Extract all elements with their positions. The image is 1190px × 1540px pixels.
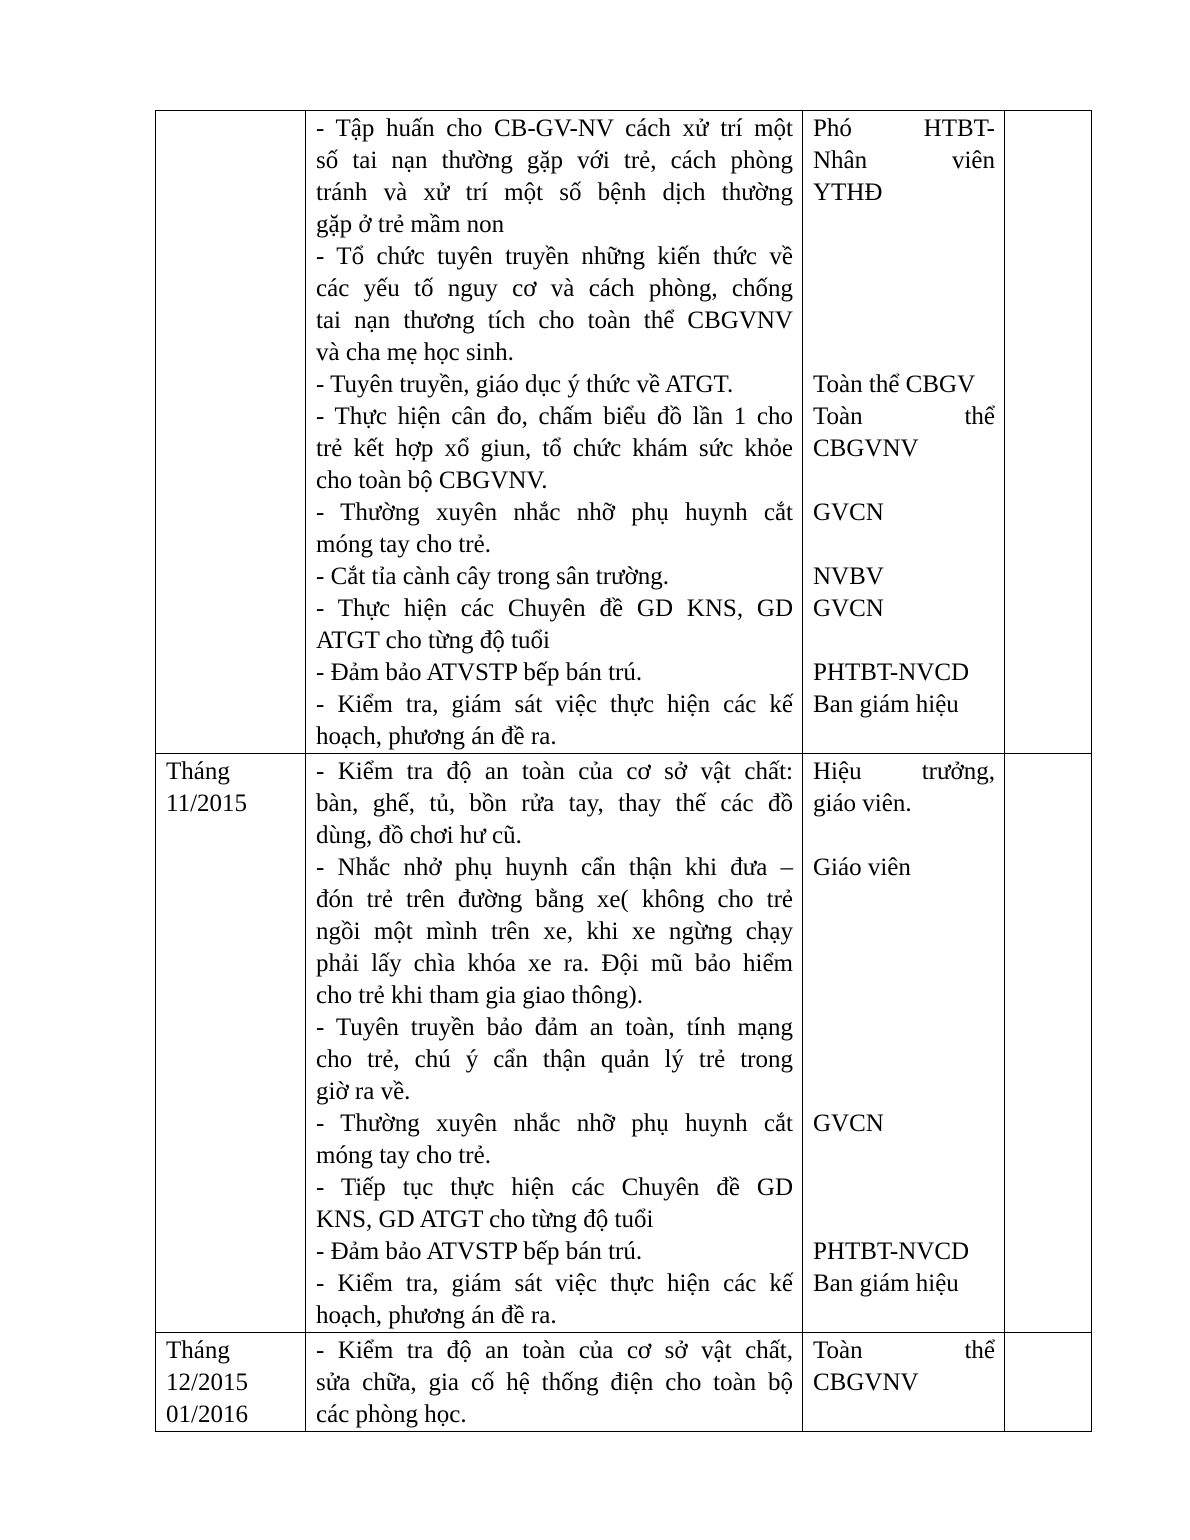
month-label: Tháng bbox=[166, 1337, 230, 1364]
activity-line: - Thực hiện các Chuyên đề GD KNS, GD bbox=[316, 595, 793, 622]
activity-line: - Thường xuyên nhắc nhỡ phụ huynh cắt bbox=[316, 499, 793, 526]
activity-line: - Đảm bảo ATVSTP bếp bán trú. bbox=[316, 659, 643, 686]
note-cell bbox=[1005, 754, 1092, 1333]
month-label: Tháng bbox=[166, 758, 230, 785]
note-cell bbox=[1005, 1333, 1092, 1432]
activity-line: - Nhắc nhở phụ huynh cẩn thận khi đưa – bbox=[316, 854, 793, 881]
activity-line: ATGT cho từng độ tuổi bbox=[316, 627, 550, 654]
activity-line: các yếu tố nguy cơ và cách phòng, chống bbox=[316, 275, 793, 302]
month-label: 01/2016 bbox=[166, 1401, 248, 1428]
activity-line: - Thường xuyên nhắc nhỡ phụ huynh cắt bbox=[316, 1110, 793, 1137]
table-row bbox=[156, 111, 1092, 754]
responsible-line: Hiệu trưởng, bbox=[813, 758, 995, 785]
spacer bbox=[813, 884, 995, 1108]
activity-plan-body bbox=[156, 111, 1092, 1432]
responsible-line: Giáo viên bbox=[813, 854, 911, 881]
activity-line: hoạch, phương án đề ra. bbox=[316, 1302, 557, 1329]
activity-line: phải lấy chìa khóa xe ra. Đội mũ bảo hiểm bbox=[316, 950, 793, 977]
month-cell bbox=[156, 754, 306, 1333]
responsible-line: CBGVNV bbox=[813, 1369, 919, 1396]
activity-line: tránh và xử trí một số bệnh dịch thường bbox=[316, 179, 793, 206]
responsible-line: giáo viên. bbox=[813, 790, 912, 817]
responsible-line: GVCN bbox=[813, 499, 884, 526]
month-cell bbox=[156, 111, 306, 754]
responsible-line: Toàn thể bbox=[813, 403, 995, 430]
activity-line: các phòng học. bbox=[316, 1401, 467, 1428]
spacer bbox=[813, 820, 995, 852]
activity-line: sửa chữa, gia cố hệ thống điện cho toàn bộ bbox=[316, 1369, 793, 1396]
responsible-line: Phó HTBT- bbox=[813, 115, 995, 142]
table-row bbox=[156, 754, 1092, 1333]
activity-line: bàn, ghế, tủ, bồn rửa tay, thay thế các đồ bbox=[316, 790, 793, 817]
responsible-line: NVBV bbox=[813, 563, 884, 590]
activity-line: - Tập huấn cho CB-GV-NV cách xử trí một bbox=[316, 115, 793, 142]
month-cell bbox=[156, 1333, 306, 1432]
activity-line: - Tuyên truyền, giáo dục ý thức về ATGT. bbox=[316, 371, 734, 398]
table-row bbox=[156, 1333, 1092, 1432]
activity-line: - Kiểm tra, giám sát việc thực hiện các kế bbox=[316, 1270, 793, 1297]
activity-line: đón trẻ trên đường bằng xe( không cho trẻ bbox=[316, 886, 793, 913]
activity-line: - Thực hiện cân đo, chấm biểu đồ lần 1 cho bbox=[316, 403, 793, 430]
activities-cell bbox=[306, 111, 803, 754]
responsible-line: Ban giám hiệu bbox=[813, 1270, 959, 1297]
activities-cell bbox=[306, 1333, 803, 1432]
activity-line: hoạch, phương án đề ra. bbox=[316, 723, 557, 750]
responsible-line: Toàn thể bbox=[813, 1337, 995, 1364]
activity-line: trẻ kết hợp xổ giun, tổ chức khám sức khỏe bbox=[316, 435, 793, 462]
activity-line: - Tuyên truyền bảo đảm an toàn, tính mạng bbox=[316, 1014, 793, 1041]
spacer bbox=[813, 209, 995, 369]
activity-line: cho toàn bộ CBGVNV. bbox=[316, 467, 548, 494]
month-label: 12/2015 bbox=[166, 1369, 248, 1396]
spacer bbox=[813, 529, 995, 561]
activity-line: móng tay cho trẻ. bbox=[316, 531, 491, 558]
spacer bbox=[813, 625, 995, 657]
responsible-line: PHTBT-NVCD bbox=[813, 659, 970, 686]
responsible-line: Nhân viên bbox=[813, 147, 995, 174]
note-cell bbox=[1005, 111, 1092, 754]
activity-line: - Tiếp tục thực hiện các Chuyên đề GD bbox=[316, 1174, 793, 1201]
activity-line: - Cắt tỉa cành cây trong sân trường. bbox=[316, 563, 670, 590]
activity-line: ngồi một mình trên xe, khi xe ngừng chạy bbox=[316, 918, 793, 945]
month-label: 11/2015 bbox=[166, 790, 248, 817]
responsible-line: PHTBT-NVCD bbox=[813, 1238, 970, 1265]
activity-line: KNS, GD ATGT cho từng độ tuổi bbox=[316, 1206, 654, 1233]
activity-line: tai nạn thương tích cho toàn thể CBGVNV bbox=[316, 307, 793, 334]
responsible-line: CBGVNV bbox=[813, 435, 919, 462]
activity-line: gặp ở trẻ mầm non bbox=[316, 211, 505, 238]
spacer bbox=[813, 465, 995, 497]
spacer bbox=[813, 1140, 995, 1236]
responsible-cell bbox=[803, 754, 1005, 1333]
activity-plan-table bbox=[155, 110, 1092, 1432]
activities-cell bbox=[306, 754, 803, 1333]
responsible-line: Toàn thể CBGV bbox=[813, 371, 976, 398]
responsible-line: GVCN bbox=[813, 595, 884, 622]
activity-line: giờ ra về. bbox=[316, 1078, 411, 1105]
activity-line: dùng, đồ chơi hư cũ. bbox=[316, 822, 522, 849]
activity-line: - Kiểm tra, giám sát việc thực hiện các kế bbox=[316, 691, 793, 718]
activity-line: cho trẻ, chú ý cẩn thận quản lý trẻ trong bbox=[316, 1046, 793, 1073]
activity-line: cho trẻ khi tham gia giao thông). bbox=[316, 982, 644, 1009]
responsible-line: YTHĐ bbox=[813, 179, 883, 206]
activity-line: móng tay cho trẻ. bbox=[316, 1142, 491, 1169]
activity-line: - Kiểm tra độ an toàn của cơ sở vật chất, bbox=[316, 1337, 793, 1364]
activity-line: và cha mẹ học sinh. bbox=[316, 339, 514, 366]
activity-line: số tai nạn thường gặp với trẻ, cách phòng bbox=[316, 147, 793, 174]
activity-line: - Kiểm tra độ an toàn của cơ sở vật chất: bbox=[316, 758, 793, 785]
activity-line: - Đảm bảo ATVSTP bếp bán trú. bbox=[316, 1238, 643, 1265]
responsible-cell bbox=[803, 1333, 1005, 1432]
responsible-cell bbox=[803, 111, 1005, 754]
responsible-line: GVCN bbox=[813, 1110, 884, 1137]
activity-line: - Tổ chức tuyên truyền những kiến thức về bbox=[316, 243, 793, 270]
responsible-line: Ban giám hiệu bbox=[813, 691, 959, 718]
